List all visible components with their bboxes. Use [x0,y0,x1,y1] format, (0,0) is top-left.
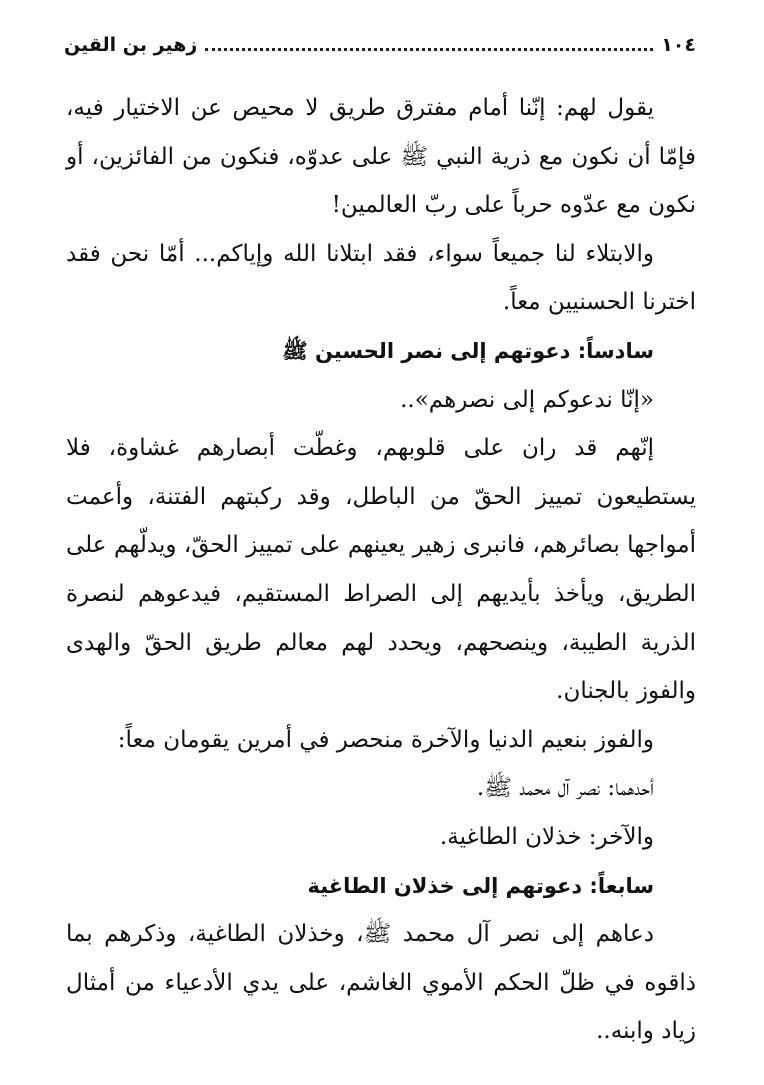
paragraph: والفوز بنعيم الدنيا والآخرة منحصر في أمرين يقومان معاً: [117,726,654,753]
section-heading: سابعاً: دعوتهم إلى خذلان الطاغية [307,873,654,898]
paragraph: والابتلاء لنا جميعاً سواء، فقد ابتلانا الله وإياكم... أمّا نحن فقد اخترنا الحسنيين معاً. [66,240,696,316]
page-header [64,28,696,62]
header-leader-dots [205,48,653,51]
paragraph: دعاهم إلى نصر آل محمد ﷺ، وخذلان الطاغية، وذكرهم بما ذاقوه في ظلّ الحكم الأموي الغاشم، على يدي الأدعياء من أمثال زياد وابنه.. [66,921,696,1045]
paragraph: يقول لهم: إنّنا أمام مفترق طريق لا محيص عن الاختيار فيه، فإمّا أن نكون مع ذرية النبي ﷺ على عدوّه، فنكون من الفائزين، أو نكون مع عدّوه حرباً على ربّ العالمين! [66,95,696,219]
paragraph: والآخر: خذلان الطاغية. [439,823,654,850]
page-body [66,84,696,1056]
section-heading: سادساً: دعوتهم إلى نصر الحسين ﷺ [282,338,654,363]
paragraph: أحدهما: نصر آل محمد ﷺ. [476,775,654,802]
running-title: زهير بن القين [64,34,198,56]
page-number: ١٠٤ [661,34,696,56]
paragraph: «إنّا ندعوكم إلى نصرهم».. [400,386,654,413]
paragraph: إنّهم قد ران على قلوبهم، وغطّت أبصارهم غشاوة، فلا يستطيعون تمييز الحقّ من الباطل، وقد ركبتهم الفتنة، وأعمت أمواجها بصائرهم، فانبرى زهير يعينهم على تمييز الحقّ، ويدلّهم على الطريق، ويأخذ بأيديهم إلى الصراط المستقيم، فيدعوهم لنصرة الذرية الطيبة، وينصحهم، ويحدد لهم معالم طريق الحقّ والهدى والفوز بالجنان. [66,435,696,705]
